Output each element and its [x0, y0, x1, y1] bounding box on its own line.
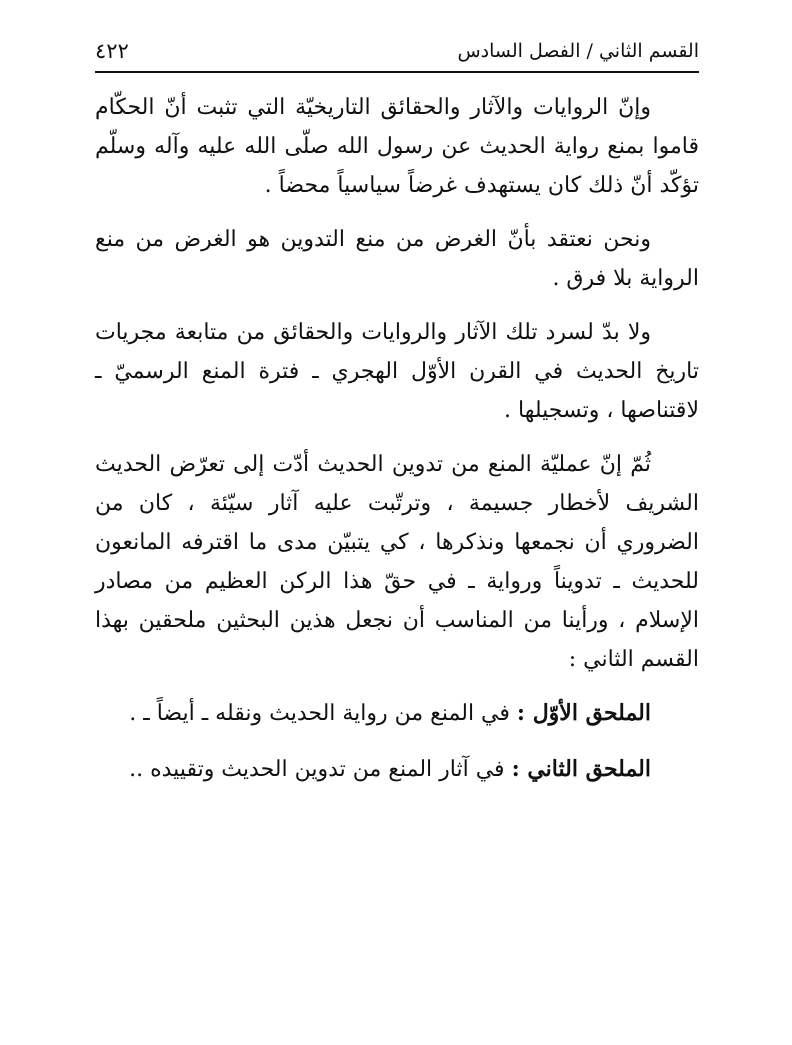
paragraph-first-century: ولا بدّ لسرد تلك الآثار والروايات والحقائق من متابعة مجريات تاريخ الحديث في القرن الأوّل الهجري ـ فترة المنع الرسميّ ـ لاقتناصها ، وتسجيلها .: [95, 320, 699, 423]
header-divider: [95, 71, 699, 73]
section-title: القسم الثاني / الفصل السادس: [457, 40, 699, 62]
paragraph-political-motive: وإنّ الروايات والآثار والحقائق التاريخيّة التي تثبت أنّ الحكّام قاموا بمنع رواية الحديث عن رسول الله صلّى الله عليه وآله وسلّم تؤكّد أنّ ذلك كان يستهدف غرضاً سياسياً محضاً .: [95, 95, 699, 198]
paragraph-same-purpose: ونحن نعتقد بأنّ الغرض من منع التدوين هو الغرض من منع الرواية بلا فرق .: [95, 227, 699, 291]
appendix-item-second: [95, 750, 699, 789]
paragraph-consequences: ثُمّ إنّ عمليّة المنع من تدوين الحديث أدّت إلى تعرّض الحديث الشريف لأخطار جسيمة ، وترتّبت عليه آثار سيّئة ، كان من الضروري أن نجمعها ونذكرها ، كي يتبيّن مدى ما اقترفه المانعون للحديث ـ تدويناً ورواية ـ في حقّ هذا الركن العظيم من مصادر الإسلام ، ورأينا من المناسب أن نجعل هذين البحثين ملحقين بهذا القسم الثاني :: [95, 452, 699, 672]
body-text: [95, 88, 699, 806]
page-number: ٤٢٢: [95, 39, 129, 63]
appendix-item-first: [95, 694, 699, 733]
appendix-label: الملحق الأوّل :: [516, 700, 651, 726]
appendix-label: الملحق الثاني :: [511, 756, 651, 782]
running-header: [95, 30, 699, 66]
appendix-text: في آثار المنع من تدوين الحديث وتقييده ..: [129, 757, 505, 782]
appendix-text: في المنع من رواية الحديث ونقله ـ أيضاً ـ .: [129, 701, 510, 726]
